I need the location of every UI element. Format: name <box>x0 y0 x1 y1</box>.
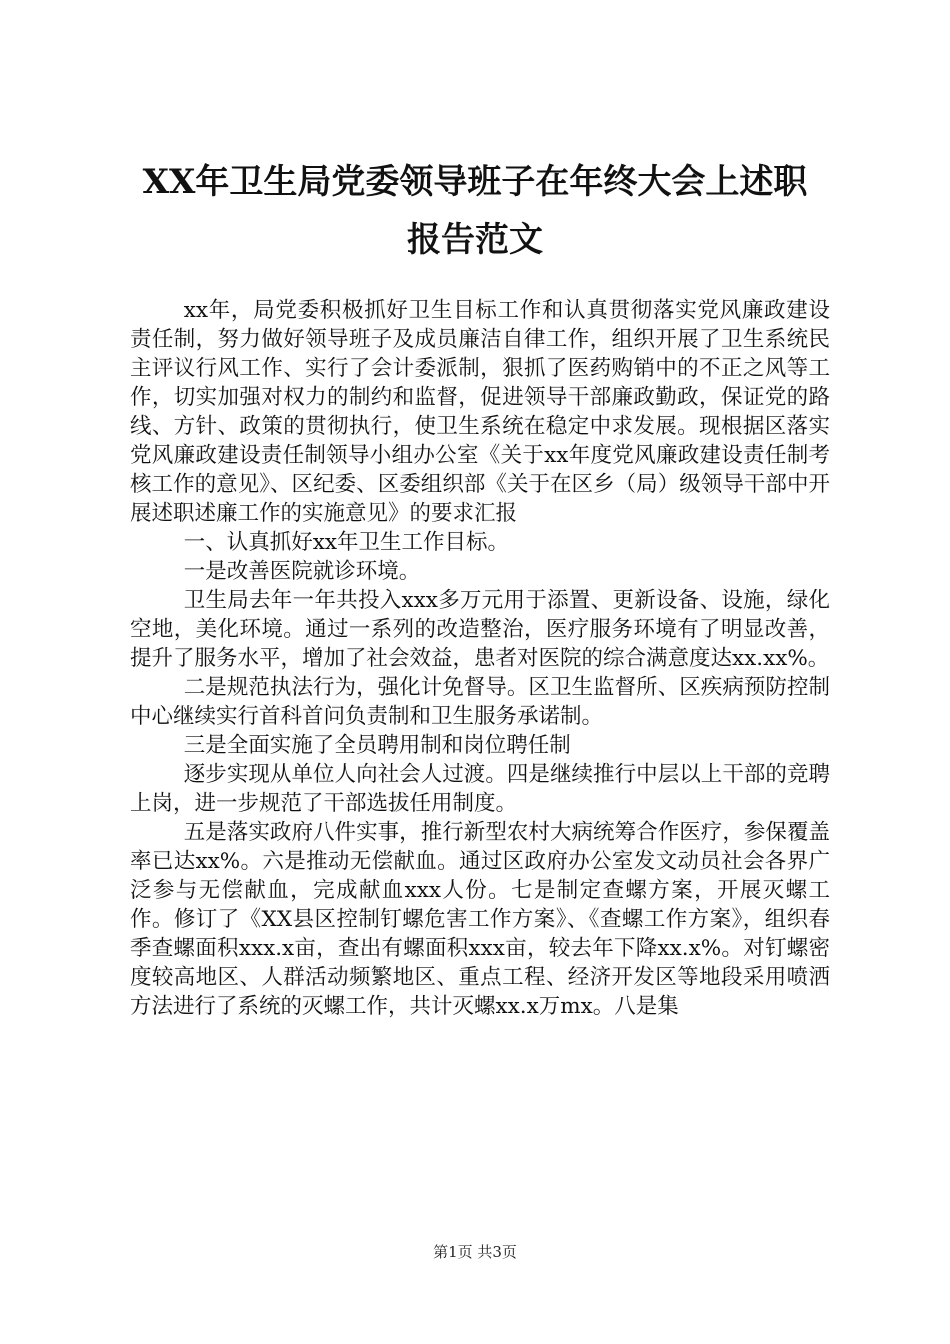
paragraph-item-5-to-8: 五是落实政府八件实事，推行新型农村大病统筹合作医疗，参保覆盖率已达xx%。六是推动无偿献血。通过区政府办公室发文动员社会各界广泛参与无偿献血，完成献血xxx人份。七是制定查螺方案，开展灭螺工作。修订了《XX县区控制钉螺危害工作方案》、《查螺工作方案》，组织春季查螺面积xxx.x亩，查出有螺面积xxx亩，较去年下降xx.x%。对钉螺密度较高地区、人群活动频繁地区、重点工程、经济开发区等地段采用喷洒方法进行了系统的灭螺工作，共计灭螺xx.x万mx。八是集 <box>130 820 830 1019</box>
paragraph-item-3: 三是全面实施了全员聘用制和岗位聘任制 <box>183 733 571 758</box>
paragraph-intro: xx年，局党委积极抓好卫生目标工作和认真贯彻落实党风廉政建设责任制，努力做好领导班子及成员廉洁自律工作，组织开展了卫生系统民主评议行风工作、实行了会计委派制，狠抓了医药购销中的不正之风等工作，切实加强对权力的制约和监督，促进领导干部廉政勤政，保证党的路线、方针、政策的贯彻执行，使卫生系统在稳定中求发展。现根据区落实党风廉政建设责任制领导小组办公室《关于xx年度党风廉政建设责任制考核工作的意见》、区纪委、区委组织部《关于在区乡（局）级领导干部中开展述职述廉工作的实施意见》的要求汇报 <box>130 298 830 526</box>
page-number-footer: 第1页 共3页 <box>433 1243 517 1261</box>
paragraph-section-heading: 一、认真抓好xx年卫生工作目标。 <box>183 530 510 555</box>
paragraph-item-3-detail: 逐步实现从单位人向社会人过渡。四是继续推行中层以上干部的竞聘上岗，进一步规范了干部选拔任用制度。 <box>130 762 830 816</box>
document-title-line-1: XX年卫生局党委领导班子在年终大会上述职 <box>142 162 808 202</box>
document-body <box>130 296 830 1021</box>
paragraph-item-2: 二是规范执法行为，强化计免督导。区卫生监督所、区疾病预防控制中心继续实行首科首问负责制和卫生服务承诺制。 <box>130 675 830 729</box>
paragraph-item-1: 一是改善医院就诊环境。 <box>183 559 421 584</box>
paragraph-item-1-detail: 卫生局去年一年共投入xxx多万元用于添置、更新设备、设施，绿化空地，美化环境。通过一系列的改造整治，医疗服务环境有了明显改善，提升了服务水平，增加了社会效益，患者对医院的综合满意度达xx.xx%。 <box>130 588 830 671</box>
document-title-line-2: 报告范文 <box>407 220 543 260</box>
